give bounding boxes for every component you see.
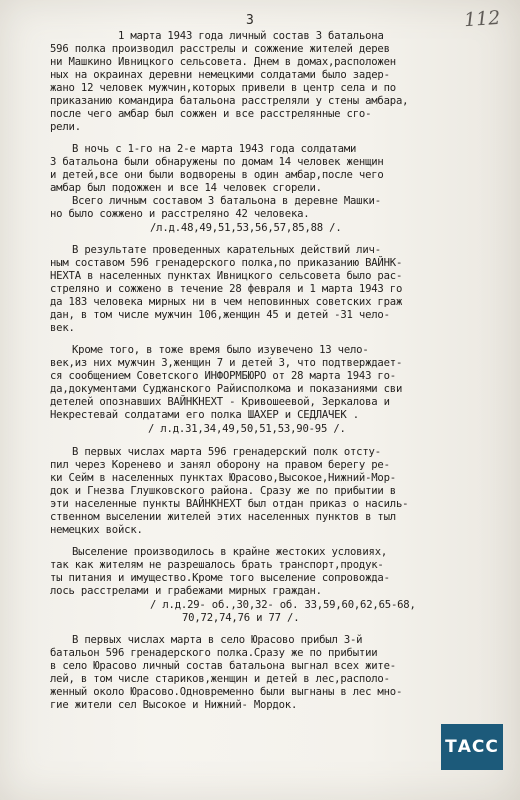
text-line: после чего амбар был сожжен и все расстрелянные сго- xyxy=(50,108,372,120)
text-line: век,из них мужчин 3,женщин 7 и детей 3, что подтверждает- xyxy=(50,357,403,369)
text-line: приказанию командира батальона расстреляли у стены амбара, xyxy=(50,95,409,107)
text-line: док и Гнезва Глушковского района. Сразу же по прибытии в xyxy=(50,485,396,497)
text-line: 3 батальона были обнаружены по домам 14 человек женщин xyxy=(50,156,384,168)
text-line: детелей опознавших ВАЙНКНЕХТ - Кривошеевой, Зеркалова и xyxy=(50,396,390,408)
tass-logo: ТАСС xyxy=(441,724,503,770)
text-line: и детей,все они были водворены в один амбар,после чего xyxy=(50,169,384,181)
archive-folio-number: 112 xyxy=(463,6,501,32)
text-line: Всего личным составом 3 батальона в деревне Машки- xyxy=(72,195,381,207)
page-number: 3 xyxy=(246,13,254,28)
text-line: В результате проведенных карательных действий лич- xyxy=(72,244,381,256)
text-line: в село Юрасово личный состав батальона выгнал всех жите- xyxy=(50,660,396,672)
text-line: 596 полка производил расстрелы и сожжение жителей дерев xyxy=(50,43,390,55)
text-line: 1 марта 1943 года личный состав 3 батальона xyxy=(118,30,384,42)
text-line: амбар был подожжен и все 14 человек сгорели. xyxy=(50,182,322,194)
text-line: ным составом 596 гренадерского полка,по приказанию ВАЙНК- xyxy=(50,257,403,269)
text-line: эти населенные пункты ВАЙНКНЕХТ был отдан приказ о насиль- xyxy=(50,498,409,510)
text-line: 70,72,74,76 и 77 /. xyxy=(182,612,300,624)
text-line: НЕХТА в населенных пунктах Ивницкого сельсовета было рас- xyxy=(50,270,403,282)
text-line: батальон 596 гренадерского полка.Сразу же по прибытии xyxy=(50,647,378,659)
text-line: Некрестевай солдатами его полка ШАХЕР и СЕДЛАЧЕК . xyxy=(50,409,359,421)
text-line: жано 12 человек мужчин,которых привели в центр села и по xyxy=(50,82,396,94)
text-line: так как жителям не разрешалось брать транспорт,продук- xyxy=(50,559,384,571)
text-line: пил через Коренево и занял оборону на правом берегу ре- xyxy=(50,459,390,471)
text-line: стреляно и сожжено в течение 28 февраля и 1 марта 1943 го xyxy=(50,283,403,295)
text-line: гие жители сел Высокое и Нижний- Мордок. xyxy=(50,699,298,711)
text-line: да 183 человека мирных ни в чем неповинных советских граж xyxy=(50,296,403,308)
text-line: Выселение производилось в крайне жестоких условиях, xyxy=(72,546,388,558)
text-line: ственном выселении жителей этих населенных пунктов в тыл xyxy=(50,511,396,523)
text-line: ты питания и имущество.Кроме того выселение сопровожда- xyxy=(50,572,390,584)
text-line: рели. xyxy=(50,121,81,133)
text-line: ных на окраинах деревни немецкими солдатами было задер- xyxy=(50,69,390,81)
text-line: лось расстрелами и грабежами мирных граждан. xyxy=(50,585,322,597)
text-line: но было сожжено и расстреляно 42 человека. xyxy=(50,208,310,220)
text-line: немецких войск. xyxy=(50,524,143,536)
text-line: В первых числах марта 596 гренадерский полк отсту- xyxy=(72,446,381,458)
text-line: век. xyxy=(50,322,75,334)
text-line: В первых числах марта в село Юрасово прибыл 3-й xyxy=(72,634,363,646)
text-line: / л.д.29- об.,30,32- об. 33,59,60,62,65-68, xyxy=(150,599,416,611)
text-line: лей, в том числе стариков,женщин и детей в лес,располо- xyxy=(50,673,390,685)
text-line: ся сообщением Советского ИНФОРМБЮРО от 28 марта 1943 го- xyxy=(50,370,396,382)
text-line: / л.д.31,34,49,50,51,53,90-95 /. xyxy=(148,423,346,435)
text-line: да,документами Суджанского Райисполкома и показаниями сви xyxy=(50,383,403,395)
text-line: женный около Юрасово.Одновременно были выгнаны в лес мно- xyxy=(50,686,403,698)
text-line: В ночь с 1-го на 2-е марта 1943 года солдатами xyxy=(72,143,357,155)
text-line: Кроме того, в тоже время было изувечено 13 чело- xyxy=(72,344,369,356)
text-line: ни Машкино Ивницкого сельсовета. Днем в домах,расположен xyxy=(50,56,396,68)
text-line: ки Сейм в населенных пунктах Юрасово,Высокое,Нижний-Мор- xyxy=(50,472,396,484)
text-line: /л.д.48,49,51,53,56,57,85,88 /. xyxy=(150,222,342,234)
text-line: дан, в том числе мужчин 106,женщин 45 и детей -31 чело- xyxy=(50,309,390,321)
